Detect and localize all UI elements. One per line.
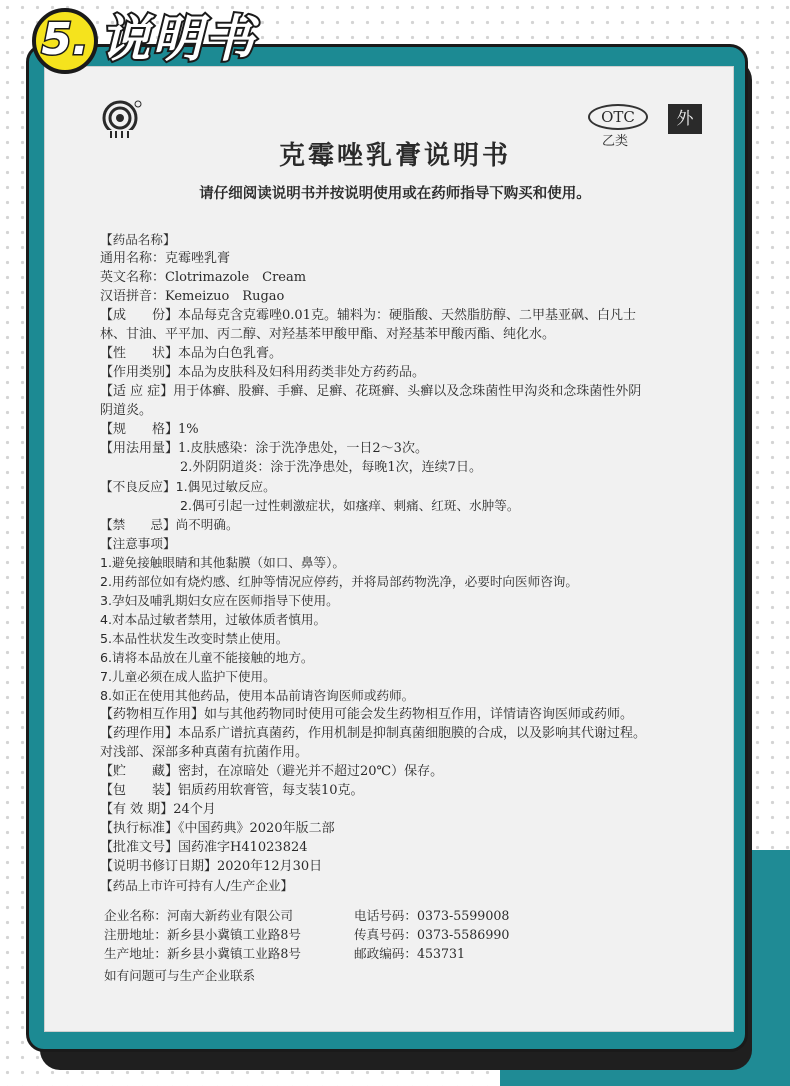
pinyin-name: 汉语拼音：Kemeizuo Rugao xyxy=(100,289,285,304)
drug-name-heading: 【药品名称】 xyxy=(100,232,176,247)
ingredients-line-2: 林、甘油、平平加、丙二醇、对羟基苯甲酸甲酯、对羟基苯甲酸丙酯、纯化水。 xyxy=(100,327,556,342)
dosage-line-2 xyxy=(100,458,720,477)
precaution-item: 4.对本品过敏者禁用，过敏体质者慎用。 xyxy=(100,612,327,627)
dosage-line-1: 【用法用量】1.皮肤感染：涂于洗净患处，一日2～3次。 xyxy=(100,441,428,456)
specification: 【规 格】1% xyxy=(100,422,199,437)
otc-mark: OTC xyxy=(588,104,648,130)
license-holder-heading: 【药品上市许可持有人/生产企业】 xyxy=(100,878,294,893)
validity: 【有 效 期】24个月 xyxy=(100,802,216,817)
precaution-item: 2.用药部位如有烧灼感、红肿等情况应停药，并将局部药物洗净，必要时向医师咨询。 xyxy=(100,574,578,589)
dosage-line-2-text: 2.外阴阴道炎：涂于洗净患处，每晚1次，连续7日。 xyxy=(180,460,482,475)
revision-date: 【说明书修订日期】2020年12月30日 xyxy=(100,859,323,874)
leaflet-body xyxy=(100,230,720,895)
generic-name: 通用名称：克霉唑乳膏 xyxy=(100,251,231,266)
leaflet-title: 克霉唑乳膏说明书 xyxy=(278,141,511,171)
otc-class-label: 乙类 xyxy=(602,134,629,149)
packaging: 【包 装】铝质药用软膏管，每支装10克。 xyxy=(100,783,364,798)
fax-number: 传真号码：0373-5586990 xyxy=(354,927,510,942)
adverse-line-2-text: 2.偶可引起一过性刺激症状，如瘙痒、刺痛、红斑、水肿等。 xyxy=(180,498,520,513)
precaution-item: 5.本品性状发生改变时禁止使用。 xyxy=(100,631,289,646)
section-number: 5. xyxy=(41,14,89,65)
brand-logo-icon xyxy=(102,100,142,140)
adverse-line-2 xyxy=(100,496,720,515)
properties: 【性 状】本品为白色乳膏。 xyxy=(100,346,283,361)
leaflet-subtitle: 请仔细阅读说明书并按说明使用或在药师指导下购买和使用。 xyxy=(199,186,591,202)
precaution-item: 6.请将本品放在儿童不能接触的地方。 xyxy=(100,650,314,665)
storage: 【贮 藏】密封，在凉暗处（避光并不超过20℃）保存。 xyxy=(100,764,444,779)
precautions-heading: 【注意事项】 xyxy=(100,536,176,551)
pharmacology-line-1: 【药理作用】本品系广谱抗真菌药，作用机制是抑制真菌细胞膜的合成，以及影响其代谢过程。 xyxy=(100,726,647,741)
registered-address: 注册地址：新乡县小冀镇工业路8号 xyxy=(104,927,301,942)
phone-number: 电话号码：0373-5599008 xyxy=(354,908,510,923)
production-address: 生产地址：新乡县小冀镇工业路8号 xyxy=(104,946,301,961)
precaution-item: 8.如正在使用其他药品，使用本品前请咨询医师或药师。 xyxy=(100,688,415,703)
postal-code: 邮政编码：453731 xyxy=(354,946,466,961)
precaution-item: 7.儿童必须在成人监护下使用。 xyxy=(100,669,276,684)
adverse-line-1: 【不良反应】1.偶见过敏反应。 xyxy=(100,479,276,494)
company-name: 企业名称：河南大新药业有限公司 xyxy=(104,908,293,923)
section-title: 说明书 xyxy=(100,10,256,68)
precaution-item: 1.避免接触眼睛和其他黏膜（如口、鼻等）。 xyxy=(100,555,345,570)
approval-number: 【批准文号】国药准字H41023824 xyxy=(100,840,308,855)
ingredients-line-1: 【成 份】本品每克含克霉唑0.01克。辅料为：硬脂酸、天然脂肪醇、二甲基亚砜、白凡士 xyxy=(100,308,636,323)
manufacturer-info xyxy=(104,906,624,963)
external-use-badge: 外 xyxy=(668,104,702,134)
category: 【作用类别】本品为皮肤科及妇科用药类非处方药药品。 xyxy=(100,365,426,380)
contraindications: 【禁 忌】尚不明确。 xyxy=(100,517,239,532)
pharmacology-line-2: 对浅部、深部多种真菌有抗菌作用。 xyxy=(100,745,309,760)
drug-interactions: 【药物相互作用】如与其他药物同时使用可能会发生药物相互作用，详情请咨询医师或药师。 xyxy=(100,707,634,722)
section-number-badge xyxy=(32,8,98,74)
indications-line-1: 【适 应 症】用于体癣、股癣、手癣、足癣、花斑癣、头癣以及念珠菌性甲沟炎和念珠菌性外阴 xyxy=(100,384,642,399)
contact-note: 如有问题可与生产企业联系 xyxy=(104,968,256,983)
english-name: 英文名称：Clotrimazole Cream xyxy=(100,270,307,285)
indications-line-2: 阴道炎。 xyxy=(100,403,153,418)
standard: 【执行标准】《中国药典》2020年版二部 xyxy=(100,821,335,836)
precaution-item: 3.孕妇及哺乳期妇女应在医师指导下使用。 xyxy=(100,593,339,608)
